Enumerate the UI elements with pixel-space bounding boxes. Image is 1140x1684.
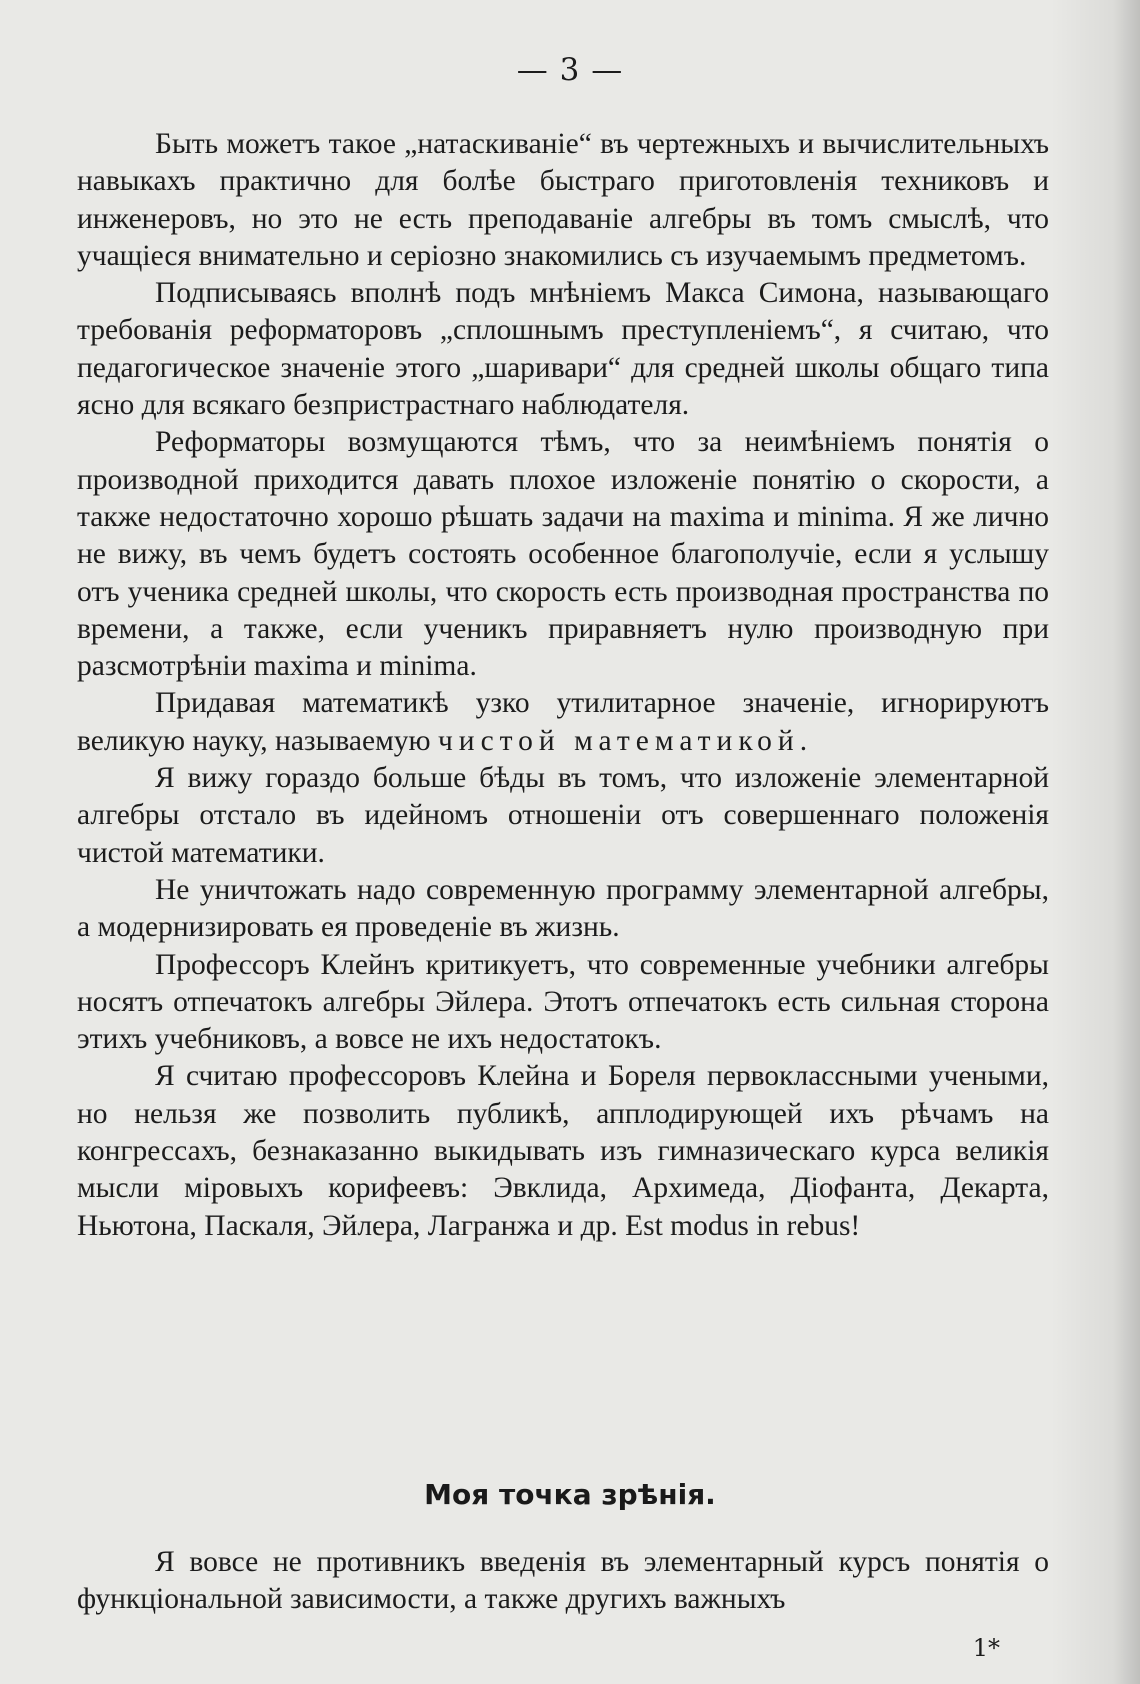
paragraph-4-end: . bbox=[799, 724, 808, 757]
section-paragraph-1: Я вовсе не противникъ введенія въ элементарный курсъ понятія о функціональной зависимости, а также другихъ важныхъ bbox=[77, 1546, 1049, 1616]
paragraph-4-text: Придавая математикѣ узко утилитарное значеніе, игнорируютъ великую науку, называемую bbox=[77, 687, 1049, 757]
paragraph-7: Профессоръ Клейнъ критикуетъ, что современные учебники алгебры носятъ отпечатокъ алгебры Эйлера. Этотъ отпечатокъ есть сильная сторона этихъ учебниковъ, а вовсе не ихъ недостатокъ. bbox=[77, 948, 1049, 1056]
paragraph-3: Реформаторы возмущаются тѣмъ, что за неимѣніемъ понятія о производной приходится давать плохое изложеніе понятію о скорости, а также недостаточно хорошо рѣшать задачи на maxima и minima. Я же лично не вижу, въ чемъ будетъ состоять особенное благополучіе, если я услышу отъ ученика средней школы, что скорость есть производная пространства по времени, а также, если ученикъ приравняетъ нулю производную при разсмотрѣніи maxima и minima. bbox=[77, 426, 1049, 683]
paragraph-1: Быть можетъ такое „натаскиваніе“ въ чертежныхъ и вычислительныхъ навыкахъ практично для болѣе быстраго приготовленія техниковъ и инженеровъ, но это не есть преподаваніе алгебры въ томъ смыслѣ, что учащіеся внимательно и серіозно знакомились съ изучаемымъ предметомъ. bbox=[77, 128, 1049, 272]
main-text bbox=[77, 126, 1049, 1245]
paragraph-6: Не уничтожать надо современную программу элементарной алгебры, а модернизировать ея проведеніе въ жизнь. bbox=[77, 873, 1049, 944]
paragraph-4 bbox=[77, 685, 1049, 760]
paragraph-5: Я вижу гораздо больше бѣды въ томъ, что изложеніе элементарной алгебры отстало въ идейномъ отношеніи отъ совершеннаго положенія чистой математики. bbox=[77, 762, 1049, 869]
section-heading: Моя точка зрѣнія. bbox=[424, 1478, 716, 1511]
emphasis-pure-mathematics: чистой математикой bbox=[437, 724, 800, 757]
section-text bbox=[77, 1544, 1049, 1619]
signature-mark: 1* bbox=[972, 1634, 1000, 1662]
page-number: — 3 — bbox=[516, 52, 624, 88]
paragraph-2: Подписываясь вполнѣ подъ мнѣніемъ Макса Симона, называющаго требованія реформаторовъ „сплошнымъ преступленіемъ“, я считаю, что педагогическое значеніе этого „шаривари“ для средней школы общаго типа ясно для всякаго безпристрастнаго наблюдателя. bbox=[77, 277, 1049, 422]
paragraph-8: Я считаю профессоровъ Клейна и Бореля первоклассными учеными, но нельзя же позволить публикѣ, апплодирующей ихъ рѣчамъ на конгрессахъ, безнаказанно выкидывать изъ гимназическаго курса великія мысли міровыхъ корифеевъ: Эвклида, Архимеда, Діофанта, Декарта, Ньютона, Паскаля, Эйлера, Лагранжа и др. Est modus in rebus! bbox=[77, 1060, 1049, 1242]
